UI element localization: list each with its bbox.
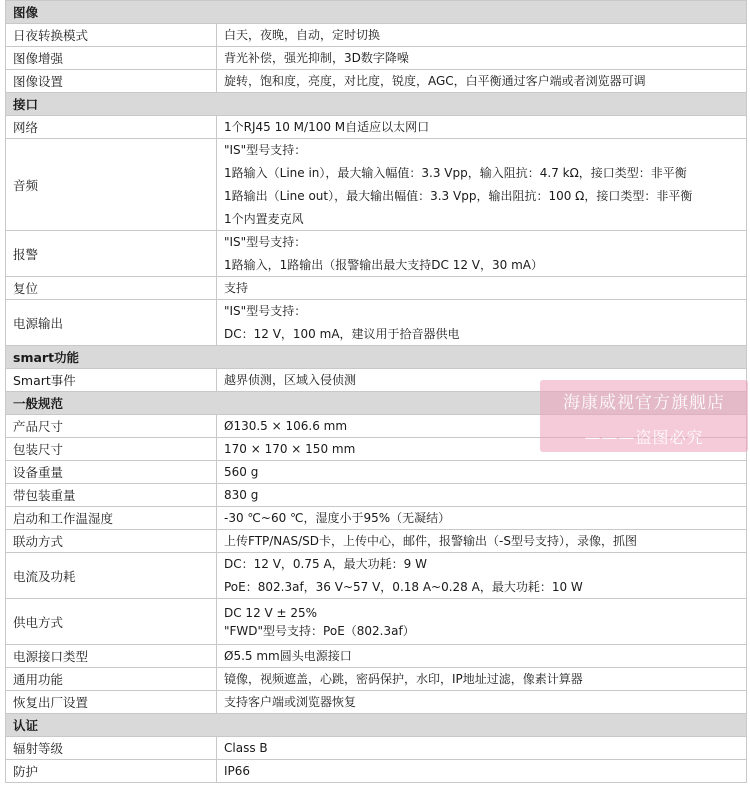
spec-row-alarm <box>5 231 747 277</box>
spec-key: 启动和工作温湿度 <box>6 507 217 529</box>
spec-key: 联动方式 <box>6 530 217 552</box>
spec-value <box>217 231 746 276</box>
spec-value <box>217 438 746 460</box>
spec-row-general-functions <box>5 668 747 691</box>
spec-value <box>217 530 746 552</box>
spec-row-smart-events <box>5 369 747 392</box>
section-header-interface <box>5 93 747 116</box>
spec-value-line: 1路输入（Line in），最大输入幅值：3.3 Vpp，输入阻抗：4.7 kΩ，接口类型：非平衡 <box>224 165 687 180</box>
spec-row-package-weight <box>5 484 747 507</box>
spec-value-line: "FWD"型号支持：PoE（802.3af） <box>224 623 415 638</box>
spec-row-emission-class <box>5 737 747 760</box>
spec-key: Smart事件 <box>6 369 217 391</box>
spec-value-line: 1个内置麦克风 <box>224 211 304 226</box>
spec-value-line: "IS"型号支持： <box>224 234 307 249</box>
spec-row-image-settings <box>5 70 747 93</box>
spec-value <box>217 461 746 483</box>
spec-row-linkage <box>5 530 747 553</box>
spec-value-line: 830 g <box>224 487 259 502</box>
spec-value <box>217 737 746 759</box>
spec-key: 通用功能 <box>6 668 217 690</box>
spec-row-package-size <box>5 438 747 461</box>
spec-key: 电源输出 <box>6 300 217 345</box>
spec-value-line: 支持 <box>224 280 249 295</box>
spec-value <box>217 277 746 299</box>
spec-value-line: Ø5.5 mm圆头电源接口 <box>224 648 352 663</box>
spec-value <box>217 668 746 690</box>
spec-value-line: Class B <box>224 740 268 755</box>
spec-value <box>217 599 746 644</box>
spec-row-power-supply <box>5 599 747 645</box>
section-title: 一般规范 <box>13 396 64 411</box>
spec-key: 网络 <box>6 116 217 138</box>
spec-value <box>217 24 746 46</box>
spec-key: 报警 <box>6 231 217 276</box>
spec-value-line: 白天，夜晚，自动，定时切换 <box>224 27 381 42</box>
spec-key: 供电方式 <box>6 599 217 644</box>
spec-value <box>217 553 746 598</box>
section-title: 图像 <box>13 5 39 20</box>
spec-value-line: 越界侦测，区域入侵侦测 <box>224 372 357 387</box>
spec-value-line: 旋转，饱和度，亮度，对比度，锐度，AGC，白平衡通过客户端或者浏览器可调 <box>224 73 646 88</box>
watermark-line1: 海康威视官方旗舰店 <box>563 393 725 413</box>
spec-value <box>217 691 746 713</box>
spec-row-network <box>5 116 747 139</box>
spec-value-line: 560 g <box>224 464 259 479</box>
spec-key: 防护 <box>6 760 217 782</box>
spec-key: 带包装重量 <box>6 484 217 506</box>
spec-key: 电源接口类型 <box>6 645 217 667</box>
spec-key: 图像设置 <box>6 70 217 92</box>
spec-row-power-consumption <box>5 553 747 599</box>
spec-key: 设备重量 <box>6 461 217 483</box>
spec-value-line: -30 ℃~60 ℃，湿度小于95%（无凝结） <box>224 510 451 525</box>
spec-row-product-size <box>5 415 747 438</box>
spec-key: 音频 <box>6 139 217 230</box>
spec-value <box>217 139 746 230</box>
spec-value-line: 背光补偿，强光抑制，3D数字降噪 <box>224 50 409 65</box>
spec-value-line: Ø130.5 × 106.6 mm <box>224 418 348 433</box>
spec-key: 日夜转换模式 <box>6 24 217 46</box>
spec-row-protection <box>5 760 747 783</box>
spec-value <box>217 300 746 345</box>
spec-value-line: "IS"型号支持： <box>224 142 307 157</box>
spec-row-power-connector <box>5 645 747 668</box>
section-title: 认证 <box>13 718 39 733</box>
spec-row-temperature <box>5 507 747 530</box>
spec-value <box>217 484 746 506</box>
spec-row-day-night <box>5 24 747 47</box>
watermark-line2: ———盗图必究 <box>584 428 704 447</box>
spec-row-device-weight <box>5 461 747 484</box>
section-title: 接口 <box>13 97 39 112</box>
spec-value-line: DC 12 V ± 25% <box>224 605 318 620</box>
spec-key: 复位 <box>6 277 217 299</box>
spec-key: 电流及功耗 <box>6 553 217 598</box>
spec-value <box>217 645 746 667</box>
spec-key: 包装尺寸 <box>6 438 217 460</box>
section-title: smart功能 <box>13 350 80 365</box>
spec-row-audio <box>5 139 747 231</box>
spec-key: 图像增强 <box>6 47 217 69</box>
section-header-certification <box>5 714 747 737</box>
spec-value <box>217 415 746 437</box>
spec-value-line: 1个RJ45 10 M/100 M自适应以太网口 <box>224 119 430 134</box>
section-header-image <box>5 1 747 24</box>
spec-value-line: DC：12 V，100 mA，建议用于拾音器供电 <box>224 326 460 341</box>
spec-value-line: 镜像，视频遮盖，心跳，密码保护，水印，IP地址过滤，像素计算器 <box>224 671 583 686</box>
spec-key: 辐射等级 <box>6 737 217 759</box>
spec-value-line: 170 × 170 × 150 mm <box>224 441 356 456</box>
spec-value-line: DC：12 V，0.75 A，最大功耗：9 W <box>224 556 427 571</box>
section-header-smart <box>5 346 747 369</box>
spec-value-line: 1路输出（Line out），最大输出幅值：3.3 Vpp，输出阻抗：100 Ω，接口类型：非平衡 <box>224 188 693 203</box>
spec-value-line: 上传FTP/NAS/SD卡，上传中心，邮件，报警输出（-S型号支持），录像，抓图 <box>224 533 637 548</box>
spec-row-factory-reset <box>5 691 747 714</box>
spec-key: 恢复出厂设置 <box>6 691 217 713</box>
spec-table <box>5 0 747 783</box>
spec-value-line: 1路输入，1路输出（报警输出最大支持DC 12 V，30 mA） <box>224 257 543 272</box>
spec-value-line: IP66 <box>224 763 251 778</box>
section-header-general <box>5 392 747 415</box>
spec-value-line: PoE：802.3af，36 V~57 V，0.18 A~0.28 A，最大功耗：10 W <box>224 579 583 594</box>
spec-value-line: 支持客户端或浏览器恢复 <box>224 694 357 709</box>
spec-row-power-output <box>5 300 747 346</box>
spec-row-reset <box>5 277 747 300</box>
spec-value <box>217 760 746 782</box>
spec-value-line: "IS"型号支持： <box>224 303 307 318</box>
spec-value <box>217 507 746 529</box>
spec-value <box>217 116 746 138</box>
spec-key: 产品尺寸 <box>6 415 217 437</box>
spec-value <box>217 47 746 69</box>
spec-value <box>217 369 746 391</box>
spec-row-image-enhance <box>5 47 747 70</box>
spec-value <box>217 70 746 92</box>
